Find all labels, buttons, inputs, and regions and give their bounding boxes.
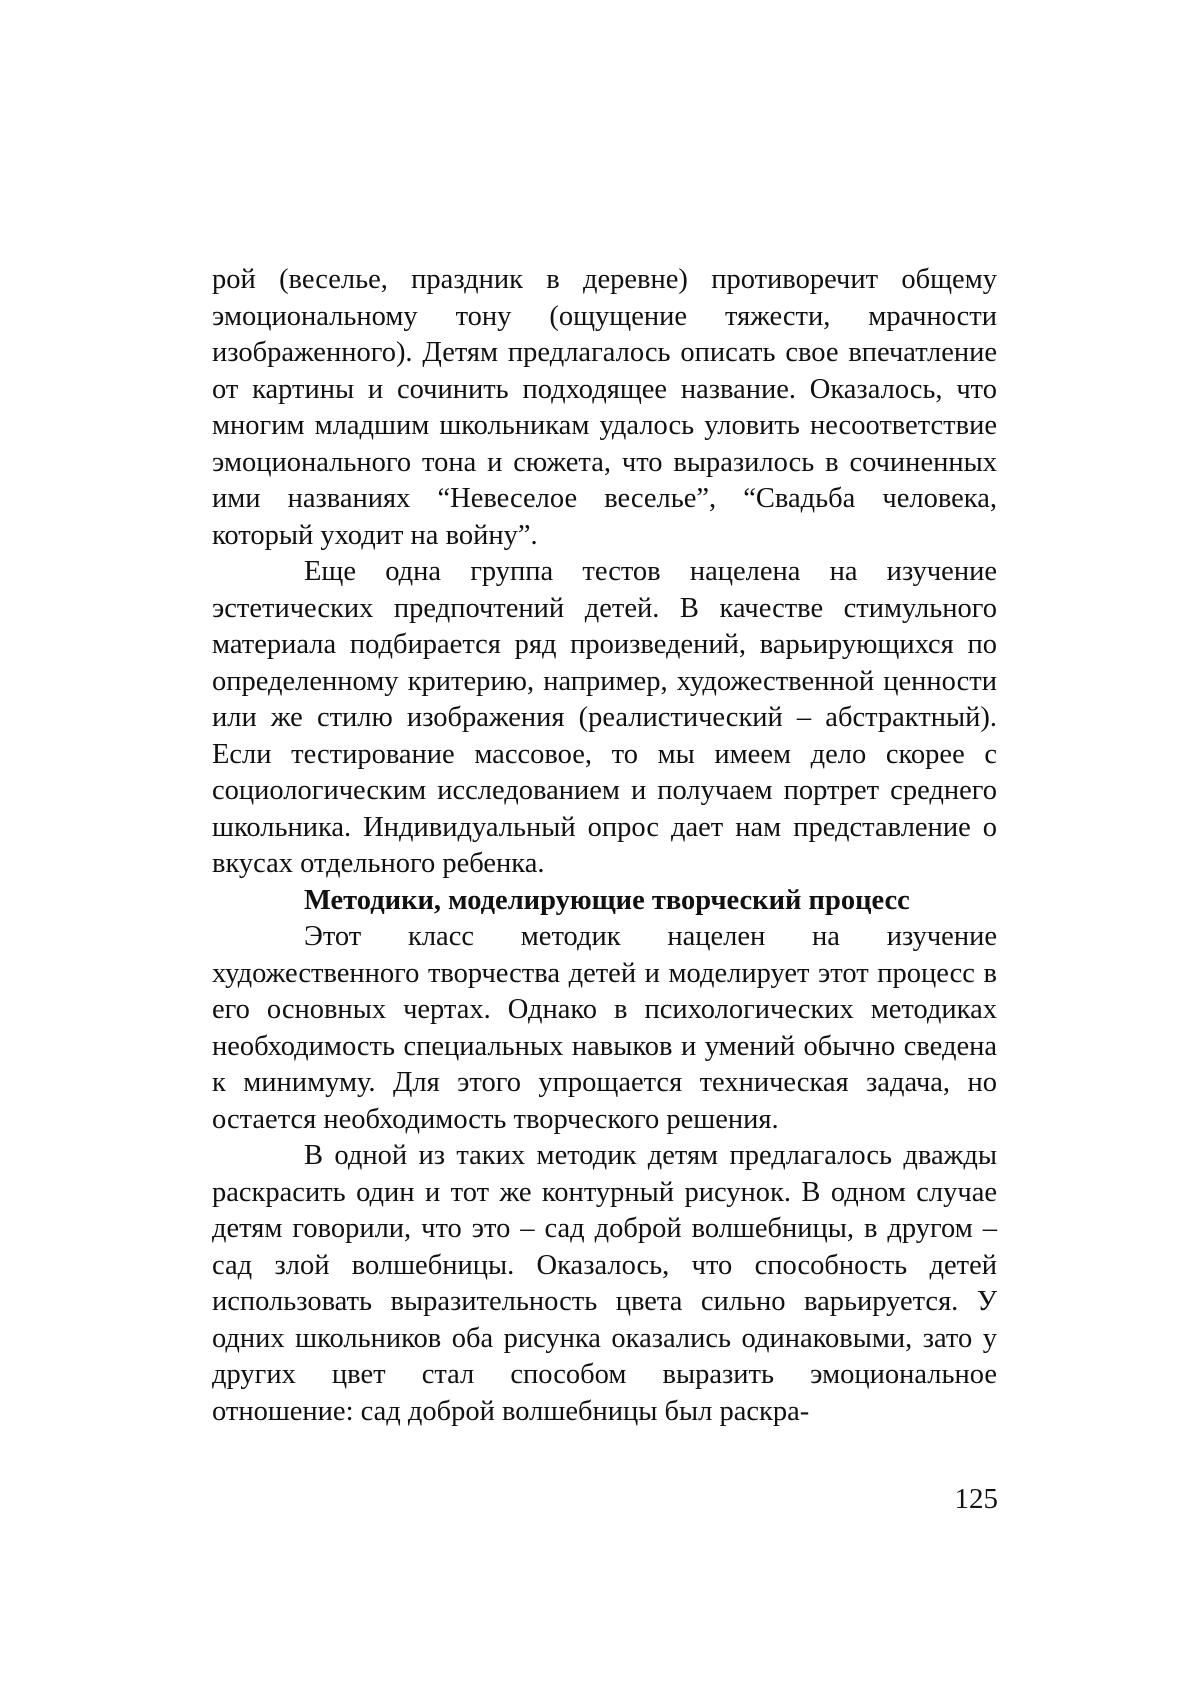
paragraph-method-class: Этот класс методик нацелен на изучение художественного творчества детей и моделирует этот процесс в его основных чертах. Однако в психологических методиках необходимость специальных навыков и умений обычно сведена к минимуму. Для этого упрощается техническая задача, но остается необходимость творческого решения. <box>212 921 997 1135</box>
paragraph-aesthetic-preferences: Еще одна группа тестов нацелена на изучение эстетических предпочтений детей. В качестве стимульного материала подбирается ряд произведений, варьирующихся по определенному критерию, например, художественной ценности или же стилю изображения (реалистический – абстрактный). Если тестирование массовое, то мы имеем дело скорее с социологическим исследованием и получаем портрет среднего школьника. Индивидуальный опрос дает нам представление о вкусах отдельного ребенка. <box>212 556 997 879</box>
page-body-text <box>212 262 997 1430</box>
page-number: 125 <box>954 1483 998 1515</box>
section-heading: Методики, моделирующие творческий процесс <box>304 884 910 916</box>
paragraph-continuation: рой (веселье, праздник в деревне) противоречит общему эмоциональному тону (ощущение тяжести, мрачности изображенного). Детям предлагалось описать свое впечатление от картины и сочинить подходящее название. Оказалось, что многим младшим школьникам удалось уловить несоответствие эмоционального тона и сюжета, что выразилось в сочиненных ими названиях “Невеселое веселье”, “Свадьба человека, который уходит на войну”. <box>212 264 997 551</box>
paragraph-coloring-method: В одной из таких методик детям предлагалось дважды раскрасить один и тот же контурный рисунок. В одном случае детям говорили, что это – сад доброй волшебницы, в другом – сад злой волшебницы. Оказалось, что способность детей использовать выразительность цвета сильно варьируется. У одних школьников оба рисунка оказались одинаковыми, зато у других цвет стал способом выразить эмоциональное отношение: сад доброй волшебницы был раскра- <box>212 1140 997 1427</box>
